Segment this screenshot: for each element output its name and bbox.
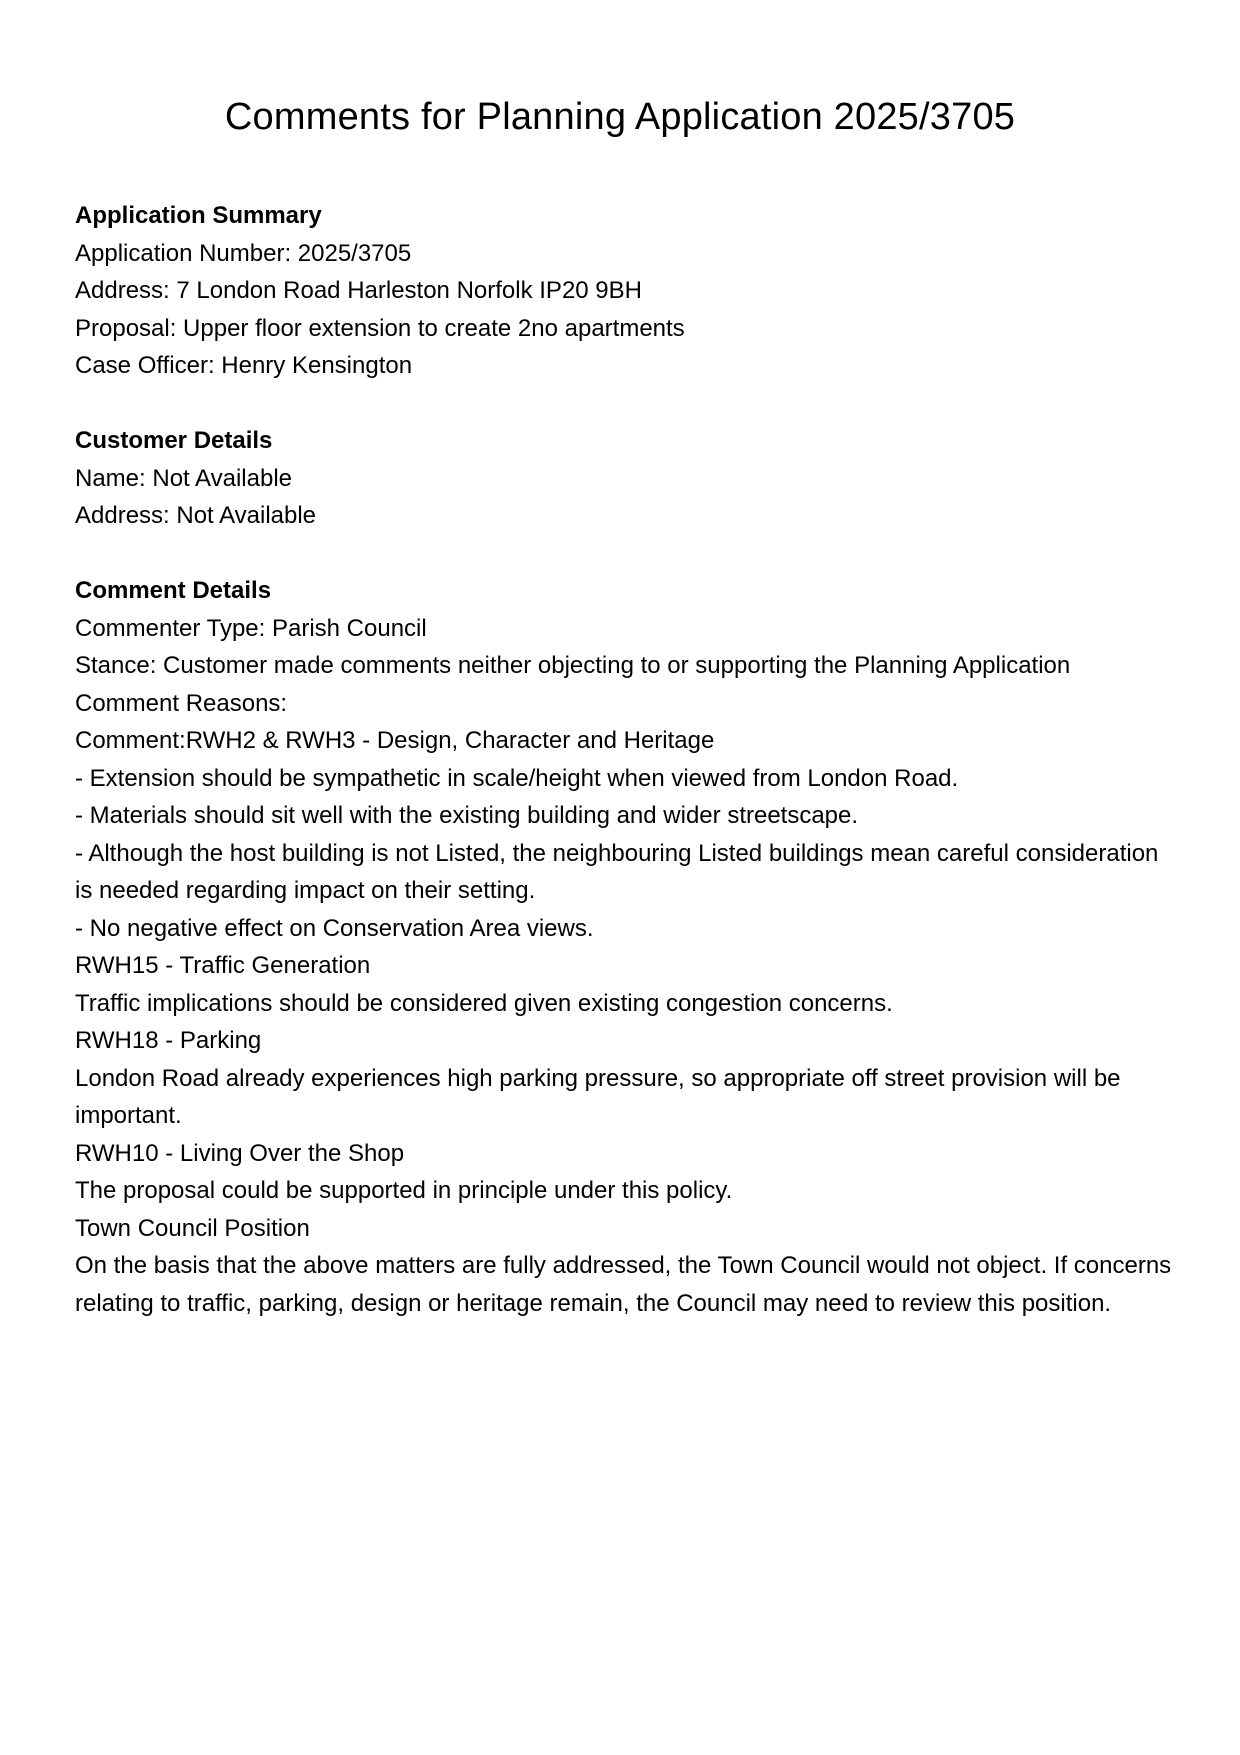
customer-name: Name: Not Available bbox=[75, 464, 293, 492]
document-body bbox=[75, 197, 1175, 1322]
page-title: Comments for Planning Application 2025/3705 bbox=[224, 96, 1016, 138]
comment-line: - Extension should be sympathetic in scale/height when viewed from London Road. bbox=[75, 764, 959, 792]
comment-reasons: Comment Reasons: bbox=[75, 689, 288, 717]
stance: Stance: Customer made comments neither objecting to or supporting the Planning Application bbox=[75, 652, 1071, 679]
comment-line: RWH10 - Living Over the Shop bbox=[75, 1139, 405, 1167]
comment-details-section bbox=[75, 572, 1175, 1322]
comment-line: Comment:RWH2 & RWH3 - Design, Character and Heritage bbox=[75, 727, 715, 754]
comment-line: - No negative effect on Conservation Area views. bbox=[75, 914, 594, 942]
comment-line: - Materials should sit well with the existing building and wider streetscape. bbox=[75, 802, 859, 829]
comment-line: - Although the host building is not Listed, the neighbouring Listed buildings mean careful consideration is needed regarding impact on their setting. bbox=[75, 839, 1159, 904]
comment-line: RWH15 - Traffic Generation bbox=[75, 952, 371, 979]
customer-details-heading: Customer Details bbox=[75, 427, 273, 454]
comment-line: RWH18 - Parking bbox=[75, 1027, 262, 1054]
commenter-type: Commenter Type: Parish Council bbox=[75, 614, 427, 642]
application-address: Address: 7 London Road Harleston Norfolk IP20 9BH bbox=[75, 277, 642, 304]
comment-details-heading: Comment Details bbox=[75, 577, 272, 604]
application-proposal: Proposal: Upper floor extension to create 2no apartments bbox=[75, 314, 685, 342]
customer-details-section bbox=[75, 422, 1175, 535]
case-officer: Case Officer: Henry Kensington bbox=[75, 352, 413, 379]
comment-line: London Road already experiences high parking pressure, so appropriate off street provision will be important. bbox=[75, 1064, 1121, 1129]
comment-line: The proposal could be supported in principle under this policy. bbox=[75, 1177, 733, 1204]
customer-address: Address: Not Available bbox=[75, 502, 317, 529]
comment-line: Town Council Position bbox=[75, 1214, 310, 1242]
application-summary-heading: Application Summary bbox=[75, 202, 322, 229]
comment-line: Traffic implications should be considered given existing congestion concerns. bbox=[75, 989, 893, 1017]
comment-line: On the basis that the above matters are fully addressed, the Town Council would not object. If concerns relating to traffic, parking, design or heritage remain, the Council may need to review this position. bbox=[75, 1252, 1172, 1317]
application-number: Application Number: 2025/3705 bbox=[75, 239, 412, 267]
application-summary-section bbox=[75, 197, 1175, 385]
